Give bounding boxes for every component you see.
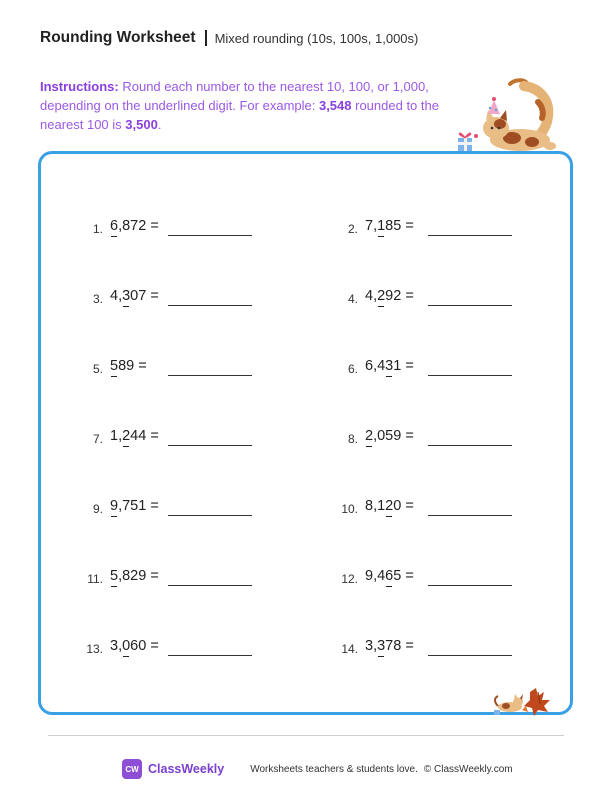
problem-item <box>341 636 512 660</box>
number-prefix: 8,1 <box>365 498 386 514</box>
problem-expression <box>365 358 414 374</box>
problem-item <box>347 286 512 310</box>
problem-item <box>87 566 252 590</box>
problem-item <box>92 426 252 450</box>
problem-item <box>347 356 512 380</box>
problem-expression <box>110 428 159 444</box>
example-answer: 3,500 <box>125 117 158 132</box>
problem-item <box>347 426 512 450</box>
problem-item <box>341 566 512 590</box>
logo-text: CW <box>125 764 139 774</box>
problem-expression <box>365 638 414 654</box>
number-prefix: 4, <box>365 288 378 304</box>
problem-item <box>92 286 252 310</box>
underlined-digit: 6 <box>385 568 394 584</box>
party-cat-illustration <box>452 76 562 158</box>
problem-expression <box>110 358 147 374</box>
problem-expression <box>365 428 414 444</box>
underlined-digit: 2 <box>385 498 394 514</box>
answer-blank[interactable] <box>168 305 252 306</box>
answer-blank[interactable] <box>168 445 252 446</box>
brand-name: ClassWeekly <box>148 762 225 776</box>
number-suffix: ,059 = <box>373 428 414 444</box>
answer-blank[interactable] <box>168 515 252 516</box>
underlined-digit: 1 <box>377 218 386 234</box>
number-prefix: 1, <box>110 428 123 444</box>
problem-number: 3. <box>92 292 103 306</box>
underlined-digit: 2 <box>365 428 374 444</box>
problem-item <box>341 496 512 520</box>
instructions <box>40 77 450 134</box>
problem-expression <box>110 638 159 654</box>
instructions-text-2: rounded to the nearest 100 is <box>40 98 439 132</box>
number-suffix: 0 = <box>393 498 414 514</box>
number-suffix: 44 = <box>130 428 159 444</box>
answer-blank[interactable] <box>168 655 252 656</box>
number-suffix: 5 = <box>393 568 414 584</box>
number-prefix: 7, <box>365 218 378 234</box>
problem-expression <box>110 498 159 514</box>
problem-number: 11. <box>87 572 103 586</box>
problem-number: 7. <box>92 432 103 446</box>
problem-expression <box>365 498 414 514</box>
instructions-label: Instructions: <box>40 79 119 94</box>
number-suffix: 78 = <box>385 638 414 654</box>
footer-divider <box>48 735 564 736</box>
footer <box>122 758 513 780</box>
number-prefix: 3, <box>110 638 123 654</box>
number-suffix: 60 = <box>130 638 159 654</box>
problem-number: 2. <box>347 222 358 236</box>
underlined-digit: 2 <box>122 428 131 444</box>
answer-blank[interactable] <box>168 235 252 236</box>
answer-blank[interactable] <box>428 655 512 656</box>
problem-number: 10. <box>341 502 358 516</box>
worksheet-header <box>40 28 418 48</box>
problem-expression <box>110 568 159 584</box>
answer-blank[interactable] <box>428 585 512 586</box>
number-suffix: 85 = <box>385 218 414 234</box>
footer-tagline: Worksheets teachers & students love. <box>250 763 418 775</box>
underlined-digit: 9 <box>110 498 119 514</box>
problem-expression <box>365 568 414 584</box>
problem-item <box>92 216 252 240</box>
number-suffix: 89 = <box>118 358 147 374</box>
underlined-digit: 0 <box>122 638 131 654</box>
problem-expression <box>110 218 159 234</box>
number-prefix: 3, <box>365 638 378 654</box>
answer-blank[interactable] <box>428 375 512 376</box>
answer-blank[interactable] <box>428 515 512 516</box>
example-number: 3,548 <box>318 98 352 113</box>
number-suffix: 1 = <box>393 358 414 374</box>
underlined-digit: 6 <box>110 218 119 234</box>
problem-expression <box>110 288 159 304</box>
problem-item <box>92 356 252 380</box>
answer-blank[interactable] <box>428 445 512 446</box>
number-suffix: ,872 = <box>118 218 159 234</box>
answer-blank[interactable] <box>168 585 252 586</box>
title-separator <box>205 30 207 46</box>
instructions-text-3: . <box>157 117 162 132</box>
number-prefix: 9,4 <box>365 568 386 584</box>
worksheet-title: Rounding Worksheet <box>40 29 196 46</box>
problem-item <box>347 216 512 240</box>
problem-number: 4. <box>347 292 358 306</box>
problem-number: 6. <box>347 362 358 376</box>
underlined-digit: 5 <box>110 568 119 584</box>
problem-expression <box>365 218 414 234</box>
problem-number: 1. <box>92 222 103 236</box>
number-suffix: 07 = <box>130 288 159 304</box>
number-suffix: ,751 = <box>118 498 159 514</box>
underlined-digit: 3 <box>377 638 386 654</box>
number-suffix: ,829 = <box>118 568 159 584</box>
problem-expression <box>365 288 414 304</box>
underlined-digit: 3 <box>385 358 394 374</box>
number-prefix: 4, <box>110 288 123 304</box>
instructions-text-1: Round each number to the nearest 10, 100, or 1,000, depending on the underlined digit. For example: <box>40 79 429 113</box>
problem-number: 5. <box>92 362 103 376</box>
underlined-digit: 2 <box>377 288 386 304</box>
problem-number: 14. <box>341 642 358 656</box>
answer-blank[interactable] <box>428 235 512 236</box>
number-prefix: 6,4 <box>365 358 386 374</box>
underlined-digit: 3 <box>122 288 131 304</box>
problem-item <box>86 636 252 660</box>
classweekly-logo-icon <box>122 759 142 779</box>
answer-blank[interactable] <box>428 305 512 306</box>
problem-number: 8. <box>347 432 358 446</box>
footer-copyright: © ClassWeekly.com <box>423 763 513 775</box>
cat-leaves-illustration <box>492 686 554 716</box>
problem-number: 13. <box>86 642 103 656</box>
underlined-digit: 5 <box>110 358 119 374</box>
problem-number: 9. <box>92 502 103 516</box>
problem-item <box>92 496 252 520</box>
worksheet-subtitle: Mixed rounding (10s, 100s, 1,000s) <box>214 30 419 46</box>
answer-blank[interactable] <box>168 375 252 376</box>
number-suffix: 92 = <box>385 288 414 304</box>
problem-number: 12. <box>341 572 358 586</box>
